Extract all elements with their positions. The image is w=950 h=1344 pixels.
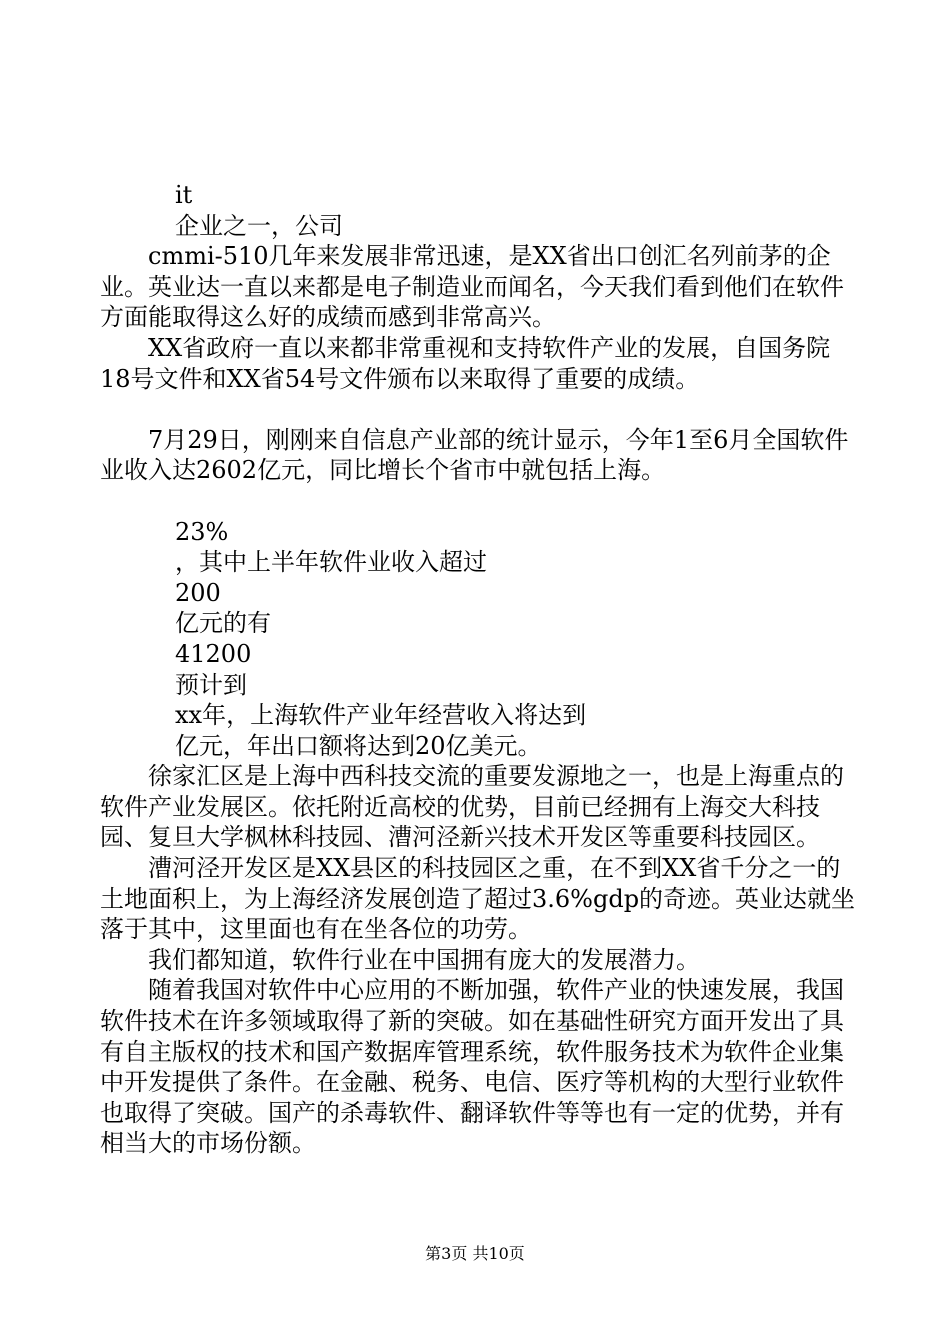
- paragraph: 7月29日，刚刚来自信息产业部的统计显示，今年1至6月全国软件业收入达2602亿元，同比增长个省市中就包括上海。: [100, 425, 849, 485]
- paragraph: xx年，上海软件产业年经营收入将达到: [175, 701, 587, 730]
- paragraph: 预计到: [175, 670, 247, 699]
- paragraph: ，其中上半年软件业收入超过: [175, 548, 487, 577]
- paragraph: 亿元的有: [175, 609, 271, 638]
- page-footer: 第3页 共10页: [425, 1244, 525, 1263]
- paragraph: 200: [175, 578, 221, 607]
- document-body: [100, 180, 860, 1159]
- paragraph: it: [175, 181, 193, 209]
- paragraph: 我们都知道，软件行业在中国拥有庞大的发展潜力。: [148, 945, 700, 974]
- paragraph: 随着我国对软件中心应用的不断加强，软件产业的快速发展，我国软件技术在许多领域取得了新的突破。如在基础性研究方面开发出了具有自主版权的技术和国产数据库管理系统，软件服务技术为软件企业集中开发提供了条件。在金融、税务、电信、医疗等机构的大型行业软件也取得了突破。国产的杀毒软件、翻译软件等等也有一定的优势，并有相当大的市场份额。: [100, 976, 844, 1158]
- paragraph: 23%: [175, 517, 229, 546]
- paragraph: 41200: [175, 639, 252, 668]
- paragraph: 亿元，年出口额将达到20亿美元。: [175, 731, 542, 760]
- paragraph: 企业之一，公司: [175, 211, 343, 240]
- paragraph: XX省政府一直以来都非常重视和支持软件产业的发展，自国务院18号文件和XX省54号文件颁布以来取得了重要的成绩。: [100, 333, 831, 393]
- paragraph: cmmi-510几年来发展非常迅速，是XX省出口创汇名列前茅的企业。英业达一直以来都是电子制造业而闻名，今天我们看到他们在软件方面能取得这么好的成绩而感到非常高兴。: [100, 242, 844, 332]
- paragraph: 徐家汇区是上海中西科技交流的重要发源地之一，也是上海重点的软件产业发展区。依托附近高校的优势，目前已经拥有上海交大科技园、复旦大学枫林科技园、漕河泾新兴技术开发区等重要科技园区。: [100, 762, 844, 852]
- paragraph: 漕河泾开发区是XX县区的科技园区之重，在不到XX省千分之一的土地面积上，为上海经济发展创造了超过3.6%gdp的奇迹。英业达就坐落于其中，这里面也有在坐各位的功劳。: [100, 854, 856, 944]
